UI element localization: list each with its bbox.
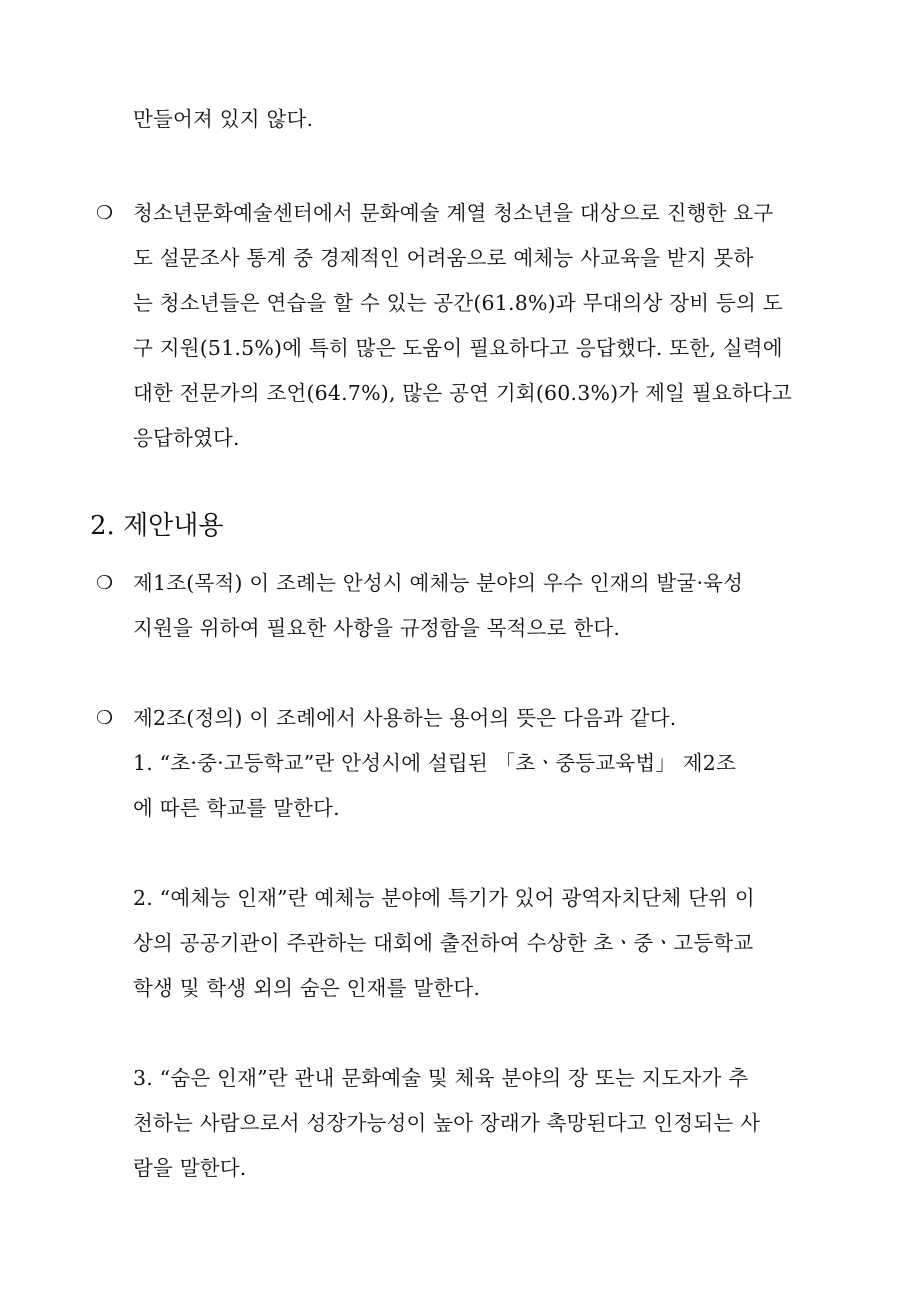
text-line: 구 지원(51.5%)에 특히 많은 도움이 필요하다고 응답했다. 또한, 실력에	[133, 336, 783, 360]
definition-item-2	[133, 876, 830, 1011]
text-line: 만들어져 있지 않다.	[133, 107, 314, 131]
survey-paragraph	[133, 191, 830, 461]
article2-intro	[133, 696, 830, 741]
article1-paragraph	[133, 561, 830, 651]
text-line: 천하는 사람으로서 성장가능성이 높아 장래가 촉망된다고 인정되는 사	[133, 1111, 761, 1135]
text-line: 응답하였다.	[133, 426, 240, 450]
text-line-content: 청소년문화예술센터에서 문화예술 계열 청소년을 대상으로 진행한 요구	[133, 201, 774, 225]
text-line: 대한 전문가의 조언(64.7%), 많은 공연 기회(60.3%)가 제일 필요하다고	[133, 381, 792, 405]
section-heading: 2. 제안내용	[90, 511, 224, 541]
definition-item-1	[133, 741, 830, 831]
text-line: 상의 공공기관이 주관하는 대회에 출전하여 수상한 초ㆍ중ㆍ고등학교	[133, 931, 754, 955]
text-line: 는 청소년들은 연습을 할 수 있는 공간(61.8%)과 무대의상 장비 등의 도	[133, 291, 783, 315]
text-line: 2. “예체능 인재”란 예체능 분야에 특기가 있어 광역자치단체 단위 이	[133, 886, 755, 910]
intro-continuation	[133, 97, 833, 142]
bullet-icon: ❍	[96, 572, 114, 594]
text-line: 제1조(목적) 이 조례는 안성시 예체능 분야의 우수 인재의 발굴·육성	[133, 571, 744, 595]
text-line: 1. “초·중·고등학교”란 안성시에 설립된 「초ㆍ중등교육법」 제2조	[133, 751, 737, 775]
text-line: 학생 및 학생 외의 숨은 인재를 말한다.	[133, 976, 481, 1000]
text-line: 3. “숨은 인재”란 관내 문화예술 및 체육 분야의 장 또는 지도자가 추	[133, 1066, 749, 1090]
text-line: 도 설문조사 통계 중 경제적인 어려움으로 예체능 사교육을 받지 못하	[133, 246, 754, 270]
text-line	[133, 191, 830, 236]
bullet-icon: ❍	[96, 707, 114, 729]
text-line: 에 따른 학교를 말한다.	[133, 796, 340, 820]
text-line: 제2조(정의) 이 조례에서 사용하는 용어의 뜻은 다음과 같다.	[133, 706, 677, 730]
text-line: 람을 말한다.	[133, 1156, 247, 1180]
definition-item-3	[133, 1056, 830, 1191]
text-line: 지원을 위하여 필요한 사항을 규정함을 목적으로 한다.	[133, 616, 621, 640]
bullet-icon: ❍	[96, 202, 114, 224]
